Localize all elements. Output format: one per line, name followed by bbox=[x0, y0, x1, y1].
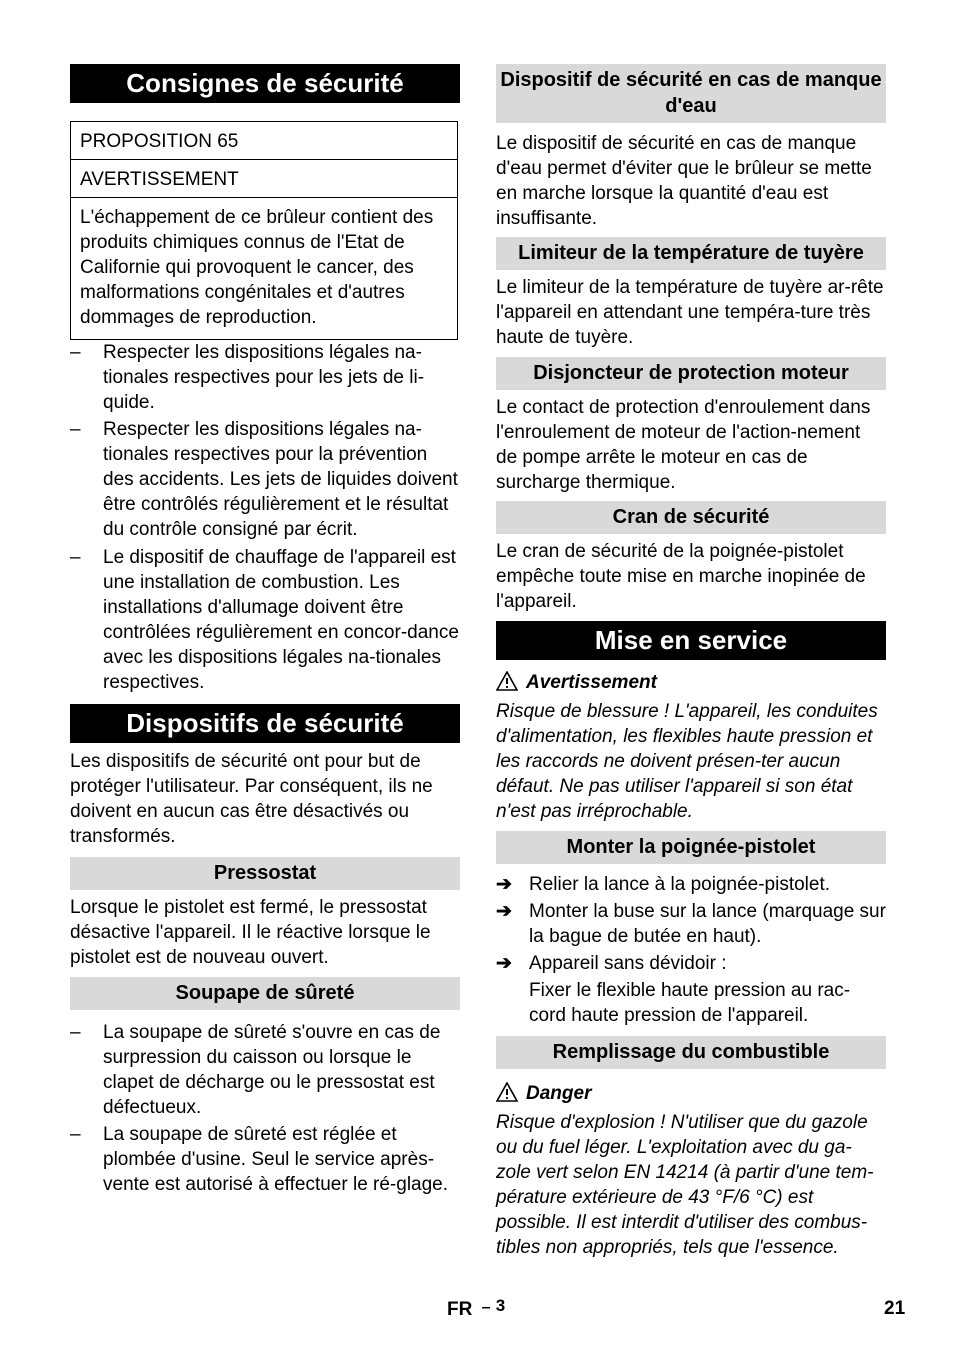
manque-eau-text: Le dispositif de sécurité en cas de manque d'eau permet d'éviter que le brûleur se mette en marche lorsque la quantité d'eau est insuffisante. bbox=[496, 133, 872, 229]
heading-limiteur: Limiteur de la température de tuyère bbox=[496, 237, 886, 270]
danger-title: Danger bbox=[496, 1081, 886, 1106]
danger-text: Risque d'explosion ! N'utiliser que du gazole ou du fuel léger. L'exploitation avec du ga-zole vert selon EN 14214 (à partir d'une tem-pérature extérieure de 43 °F/6 °C) est possible. Il est interdit d'utiliser des combus-tibles non appropriés, tels que l'essence. bbox=[496, 1112, 874, 1258]
dash-bullet: – bbox=[70, 1022, 81, 1043]
arrow-right-icon: ➔ bbox=[496, 901, 512, 922]
step-item: ➔ Relier la lance à la poignée-pistolet. bbox=[496, 874, 831, 895]
heading-remplissage: Remplissage du combustible bbox=[496, 1036, 886, 1069]
heading-manque-eau: Dispositif de sécurité en cas de manque d'eau bbox=[496, 64, 886, 123]
footer-lang: FR – 3 bbox=[447, 1296, 506, 1320]
step-item: ➔ Appareil sans dévidoir : bbox=[496, 953, 727, 974]
list-item: – La soupape de sûreté s'ouvre en cas de surpression du caisson ou lorsque le clapet de décharge ou le pressostat est défectueux. bbox=[70, 1022, 441, 1118]
right-column bbox=[496, 64, 886, 1260]
page-number: 21 bbox=[884, 1298, 906, 1319]
prop65-box bbox=[70, 121, 458, 340]
dispositifs-text: Les dispositifs de sécurité ont pour but de protéger l'utilisateur. Par conséquent, ils ne doivent en aucun cas être désactivés ou transformés. bbox=[70, 751, 433, 847]
list-item: – La soupape de sûreté est réglée et plombée d'usine. Seul le service après-vente est autorisé à effectuer le ré-glage. bbox=[70, 1124, 449, 1195]
warning-text: Risque de blessure ! L'appareil, les conduites d'alimentation, les flexibles haute pression et les raccords ne doivent présen-ter aucun défaut. Ne pas utiliser l'appareil si son état n'est pas irréprochable. bbox=[496, 701, 878, 822]
limiteur-text: Le limiteur de la température de tuyère ar-rête l'appareil en attendant une tempéra-ture très haute de tuyère. bbox=[496, 277, 884, 348]
prop65-text: L'échappement de ce brûleur contient des produits chimiques connus de l'Etat de Californie qui provoquent le cancer, des malformations congénitales et d'autres dommages de reproduction. bbox=[71, 197, 457, 339]
heading-mise-en-service: Mise en service bbox=[496, 621, 886, 660]
warning-title: Avertissement bbox=[496, 670, 886, 695]
heading-soupape: Soupape de sûreté bbox=[70, 977, 460, 1010]
arrow-right-icon: ➔ bbox=[496, 953, 512, 974]
heading-consignes: Consignes de sécurité bbox=[70, 64, 460, 103]
prop65-label: PROPOSITION 65 bbox=[80, 131, 239, 152]
list-item: – Respecter les dispositions légales na-tionales respectives pour les jets de li-quide. bbox=[70, 342, 425, 413]
dash-bullet: – bbox=[70, 342, 81, 363]
heading-cran: Cran de sécurité bbox=[496, 501, 886, 534]
safety-list bbox=[70, 340, 460, 695]
heading-pressostat: Pressostat bbox=[70, 857, 460, 890]
heading-disjoncteur: Disjoncteur de protection moteur bbox=[496, 357, 886, 390]
arrow-right-icon: ➔ bbox=[496, 874, 512, 895]
step-item: ➔ Monter la buse sur la lance (marquage sur la bague de butée en haut). bbox=[496, 901, 886, 947]
warning-triangle-icon bbox=[496, 671, 518, 691]
list-item: – Respecter les dispositions légales na-tionales respectives pour la prévention des accidents. Les jets de liquides doivent être contrôlés régulièrement et le résultat du contrôle consigné par écrit. bbox=[70, 419, 458, 540]
pressostat-text: Lorsque le pistolet est fermé, le pressostat désactive l'appareil. Il le réactive lorsque le pistolet est de nouveau ouvert. bbox=[70, 897, 431, 968]
warning-label: AVERTISSEMENT bbox=[71, 159, 457, 197]
cran-text: Le cran de sécurité de la poignée-pistolet empêche toute mise en marche inopinée de l'appareil. bbox=[496, 541, 866, 612]
dash-bullet: – bbox=[70, 547, 81, 568]
list-item: – Le dispositif de chauffage de l'appareil est une installation de combustion. Les installations d'allumage doivent être contrôlées régulièrement en concor-dance avec les dispositions légales na-tionales respectives. bbox=[70, 547, 459, 693]
dash-bullet: – bbox=[70, 419, 81, 440]
soupape-list bbox=[70, 1020, 460, 1197]
step-continuation: Fixer le flexible haute pression au rac-cord haute pression de l'appareil. bbox=[529, 980, 851, 1026]
left-column bbox=[70, 64, 460, 1197]
heading-monter: Monter la poignée-pistolet bbox=[496, 831, 886, 864]
steps-list bbox=[496, 872, 886, 1028]
disjoncteur-text: Le contact de protection d'enroulement dans l'enroulement de moteur de l'action-nement de pompe arrête le moteur en cas de surcharge thermique. bbox=[496, 397, 871, 493]
dash-bullet: – bbox=[70, 1124, 81, 1145]
warning-triangle-icon bbox=[496, 1082, 518, 1102]
heading-dispositifs: Dispositifs de sécurité bbox=[70, 704, 460, 743]
